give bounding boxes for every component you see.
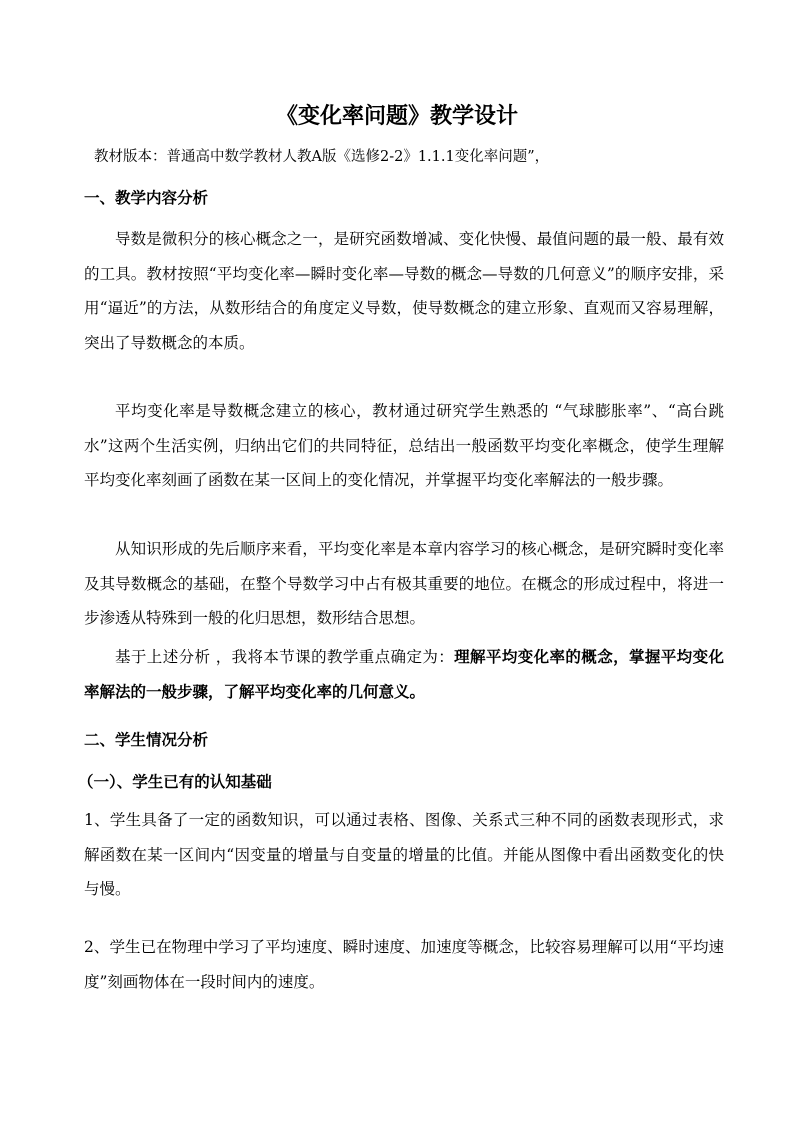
- subsection-heading-existing-knowledge: （一）、学生已有的认知基础: [78, 772, 272, 791]
- section-heading-student-analysis: 二、学生情况分析: [84, 730, 209, 749]
- textbook-version-line: 教材版本：普通高中数学教材人教A版《选修2-2》1.1.1变化率问题”，: [94, 149, 550, 165]
- paragraph-knowledge-order: 从知识形成的先后顺序来看，平均变化率是本章内容学习的核心概念，是研究瞬时变化率及其导数概念的基础，在整个导数学习中占有极其重要的地位。在概念的形成过程中，将进一步渗透从特殊到一般的化归思想，数形结合思想。: [84, 540, 724, 627]
- teaching-focus-bold: 理解平均变化率的概念，掌握平均变化率解法的一般步骤，了解平均变化率的几何意义。: [84, 647, 724, 701]
- document-title: 《变化率问题》教学设计: [275, 103, 518, 129]
- paragraph-derivative-intro: 导数是微积分的核心概念之一，是研究函数增减、变化快慢、最值问题的最一般、最有效的工具。教材按照“平均变化率—瞬时变化率—导数的概念—导数的几何意义”的顺序安排，采用“逼近”的方法，从数形结合的角度定义导数，使导数概念的建立形象、直观而又容易理解，突出了导数概念的本质。: [84, 230, 724, 352]
- list-item-function-knowledge: 1、学生具备了一定的函数知识，可以通过表格、图像、关系式三种不同的函数表现形式，求解函数在某一区间内“因变量的增量与自变量的增量的比值。并能从图像中看出函数变化的快与慢。: [84, 811, 724, 898]
- paragraph-teaching-focus: [84, 640, 724, 709]
- list-item-physics-knowledge: 2、学生已在物理中学习了平均速度、瞬时速度、加速度等概念，比较容易理解可以用“平均速度”刻画物体在一段时间内的速度。: [84, 938, 724, 991]
- teaching-focus-lead: 基于上述分析 ，我将本节课的教学重点确定为：: [115, 648, 455, 666]
- section-heading-content-analysis: 一、教学内容分析: [84, 188, 209, 207]
- paragraph-average-rate-core: 平均变化率是导数概念建立的核心，教材通过研究学生熟悉的 “气球膨胀率”、“高台跳水”这两个生活实例，归纳出它们的共同特征，总结出一般函数平均变化率概念，使学生理解平均变化率刻画了函数在某一区间上的变化情况，并掌握平均变化率解法的一般步骤。: [84, 402, 724, 489]
